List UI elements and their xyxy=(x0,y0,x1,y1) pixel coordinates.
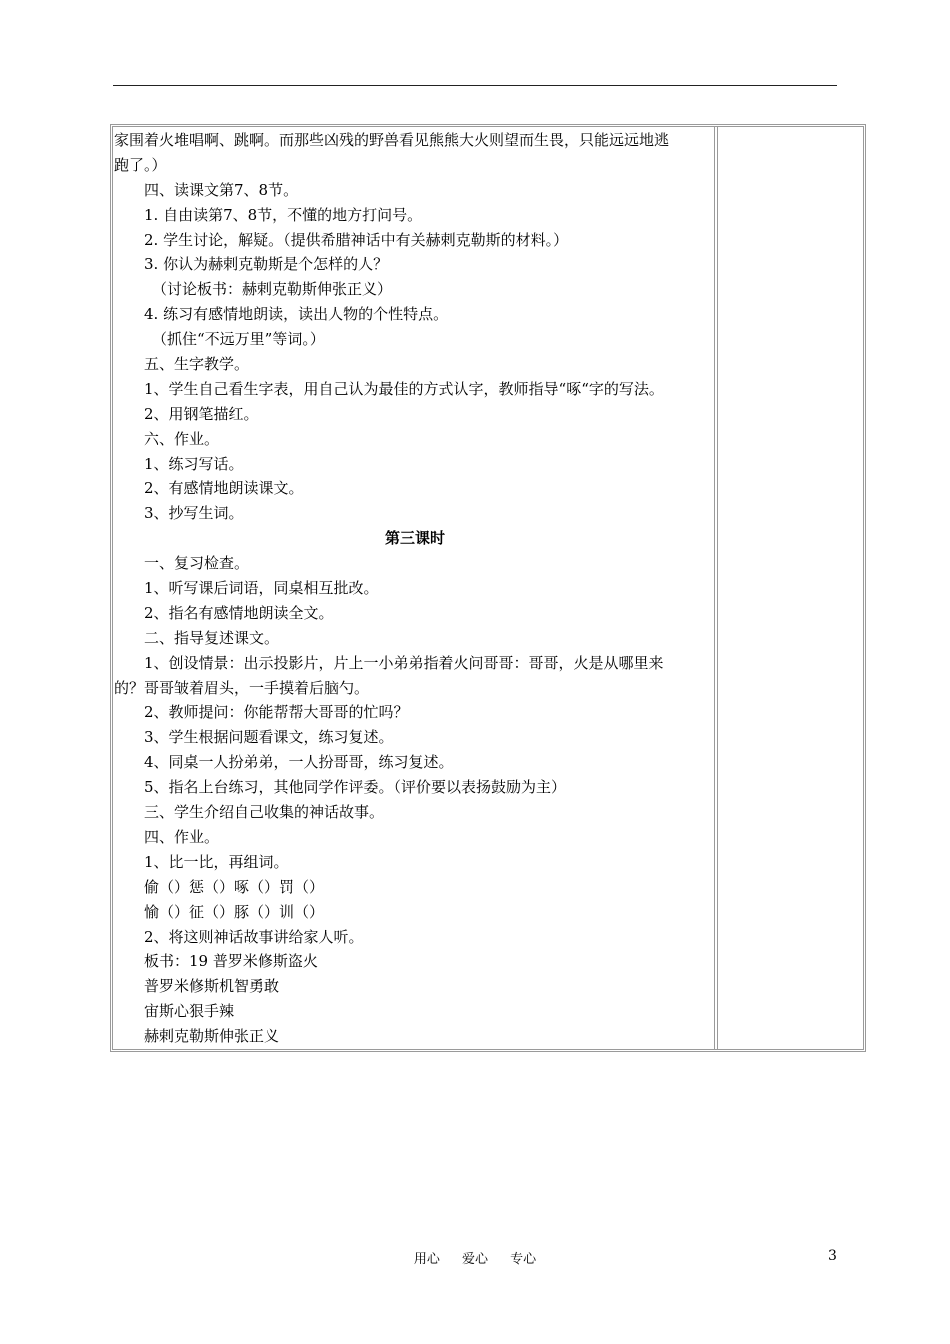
text-line: 1、学生自己看生字表，用自己认为最佳的方式认字，教师指导“啄“字的写法。 xyxy=(144,379,664,398)
text-line: 四、作业。 xyxy=(144,827,220,846)
text-line: 普罗米修斯机智勇敢 xyxy=(144,977,280,996)
text-line: 1、听写课后词语，同桌相互批改。 xyxy=(144,579,379,598)
text-line: 2、用钢笔描红。 xyxy=(144,404,259,423)
text-line: 六、作业。 xyxy=(144,429,220,448)
text-line: 1、创设情景：出示投影片，片上一小弟弟指着火问哥哥：哥哥，火是从哪里来 xyxy=(144,653,664,672)
text-line: 赫剌克勒斯伸张正义 xyxy=(144,1027,280,1046)
text-line: 2、将这则神话故事讲给家人听。 xyxy=(144,927,364,946)
footer-motto: 用心 xyxy=(413,1252,440,1267)
text-line: 五、生字教学。 xyxy=(144,355,250,374)
text-line: 4、同桌一人扮弟弟，一人扮哥哥，练习复述。 xyxy=(144,753,454,772)
text-line: 2、教师提问：你能帮帮大哥哥的忙吗？ xyxy=(144,703,409,722)
text-line: 4. 练习有感情地朗读，读出人物的个性特点。 xyxy=(144,305,449,324)
text-line: 1. 自由读第7、8节，不懂的地方打问号。 xyxy=(144,205,423,224)
text-line: 家围着火堆唱啊、跳啊。而那些凶残的野兽看见熊熊大火则望而生畏，只能远远地逃 xyxy=(114,131,670,149)
text-line: 四、读课文第7、8节。 xyxy=(144,180,299,199)
text-line: 二、指导复述课文。 xyxy=(144,628,280,647)
text-line: 5、指名上台练习，其他同学作评委。（评价要以表扬鼓励为主） xyxy=(144,778,567,797)
page-number: 3 xyxy=(828,1248,837,1264)
table-column-divider-right xyxy=(717,127,718,1049)
footer-mottos xyxy=(0,1248,950,1267)
text-line: 宙斯心狠手辣 xyxy=(144,1002,235,1021)
text-line: 2. 学生讨论，解疑。（提供希腊神话中有关赫剌克勒斯的材料。） xyxy=(144,230,569,249)
text-line: 的？哥哥皱着眉头，一手摸着后脑勺。 xyxy=(114,678,370,697)
footer-motto: 专心 xyxy=(510,1252,537,1267)
text-line: 3、抄写生词。 xyxy=(144,504,244,523)
text-line: 偷（）惩（）啄（）罚（） xyxy=(144,877,325,896)
lesson-plan-content xyxy=(114,128,716,1049)
text-line: 1、练习写话。 xyxy=(144,454,244,473)
text-line: 1、比一比，再组词。 xyxy=(144,852,289,871)
text-line: 跑了。） xyxy=(114,155,167,174)
section-heading: 第三课时 xyxy=(384,529,445,548)
text-line: 3. 你认为赫剌克勒斯是个怎样的人？ xyxy=(144,255,389,274)
text-line: （抓住“不远万里”等词。） xyxy=(152,330,325,349)
text-line: 三、学生介绍自己收集的神话故事。 xyxy=(144,803,385,822)
text-line: 板书：19 普罗米修斯盗火 xyxy=(144,952,318,971)
text-line: 3、学生根据问题看课文，练习复述。 xyxy=(144,728,394,747)
footer-motto: 爱心 xyxy=(461,1252,488,1267)
text-line: 一、复习检查。 xyxy=(144,554,250,573)
text-line: 2、有感情地朗读课文。 xyxy=(144,479,304,498)
header-rule xyxy=(113,85,837,86)
text-line: 2、指名有感情地朗读全文。 xyxy=(144,603,334,622)
text-line: 愉（）征（）豚（）训（） xyxy=(144,902,325,921)
text-line: （讨论板书：赫剌克勒斯伸张正义） xyxy=(152,280,393,299)
